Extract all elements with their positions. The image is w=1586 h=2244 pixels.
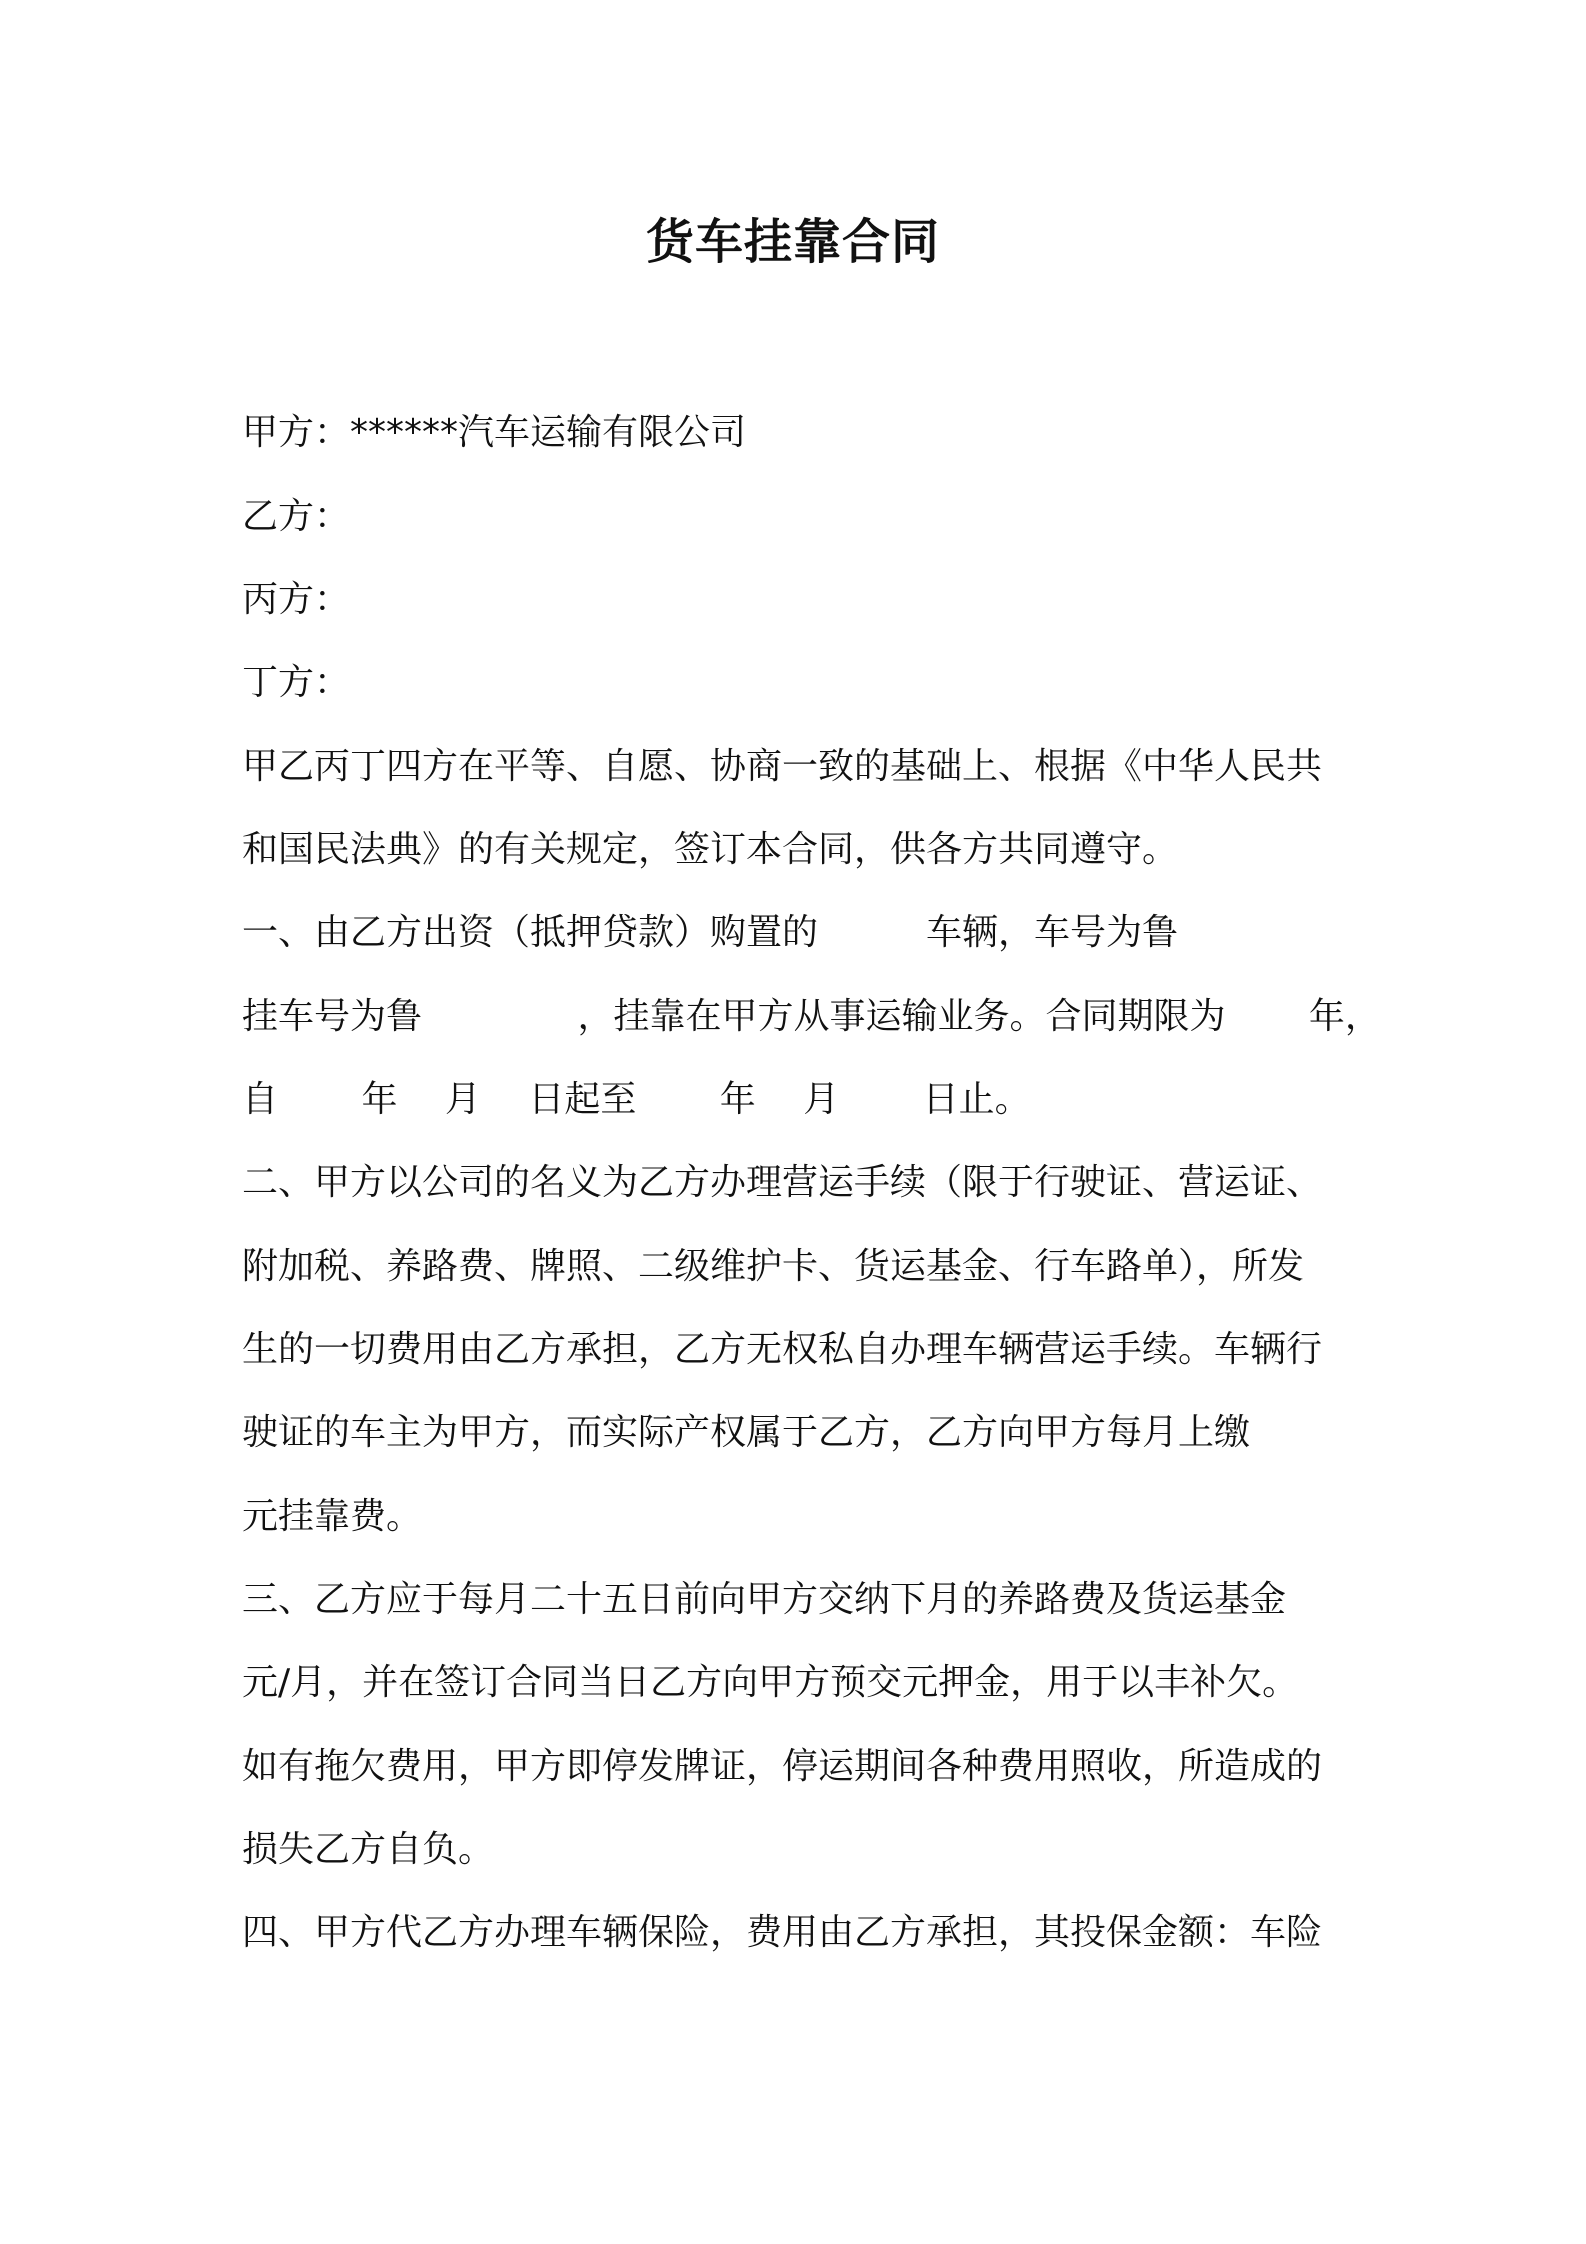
party-b-line: 乙方： (242, 496, 351, 537)
clause-4-line-1: 四、甲方代乙方办理车辆保险，费用由乙方承担，其投保金额：车险 (242, 1912, 1323, 1953)
clause-1-line-3: 自 年 月 日起至 年 月 日止。 (242, 1079, 1031, 1120)
party-d-line: 丁方： (242, 662, 351, 703)
party-c-line: 丙方： (242, 579, 351, 620)
clause-3-line-4: 损失乙方自负。 (242, 1829, 495, 1870)
clause-2-line-4: 驶证的车主为甲方，而实际产权属于乙方，乙方向甲方每月上缴 (242, 1412, 1251, 1453)
clause-3-line-3: 如有拖欠费用，甲方即停发牌证，停运期间各种费用照收，所造成的 (242, 1746, 1323, 1787)
clause-3-line-1: 三、乙方应于每月二十五日前向甲方交纳下月的养路费及货运基金 (242, 1579, 1287, 1620)
clause-2-line-1: 二、甲方以公司的名义为乙方办理营运手续（限于行驶证、营运证、 (242, 1162, 1323, 1203)
clause-1-line-1: 一、由乙方出资（抵押贷款）购置的 车辆，车号为鲁 (242, 912, 1179, 953)
preamble-line-1: 甲乙丙丁四方在平等、自愿、协商一致的基础上、根据《中华人民共 (242, 746, 1323, 787)
document-title: 货车挂靠合同 (645, 214, 940, 270)
clause-1-line-2: 挂车号为鲁 ，挂靠在甲方从事运输业务。合同期限为 年， (242, 996, 1381, 1037)
clause-2-line-2: 附加税、养路费、牌照、二级维护卡、货运基金、行车路单），所发 (242, 1246, 1305, 1287)
clause-2-line-3: 生的一切费用由乙方承担，乙方无权私自办理车辆营运手续。车辆行 (242, 1329, 1323, 1370)
preamble-line-2: 和国民法典》的有关规定，签订本合同，供各方共同遵守。 (242, 829, 1179, 870)
party-a-line: 甲方：******汽车运输有限公司 (242, 412, 747, 453)
clause-2-line-5: 元挂靠费。 (242, 1496, 423, 1537)
clause-3-line-2: 元/月，并在签订合同当日乙方向甲方预交元押金，用于以丰补欠。 (242, 1662, 1299, 1703)
